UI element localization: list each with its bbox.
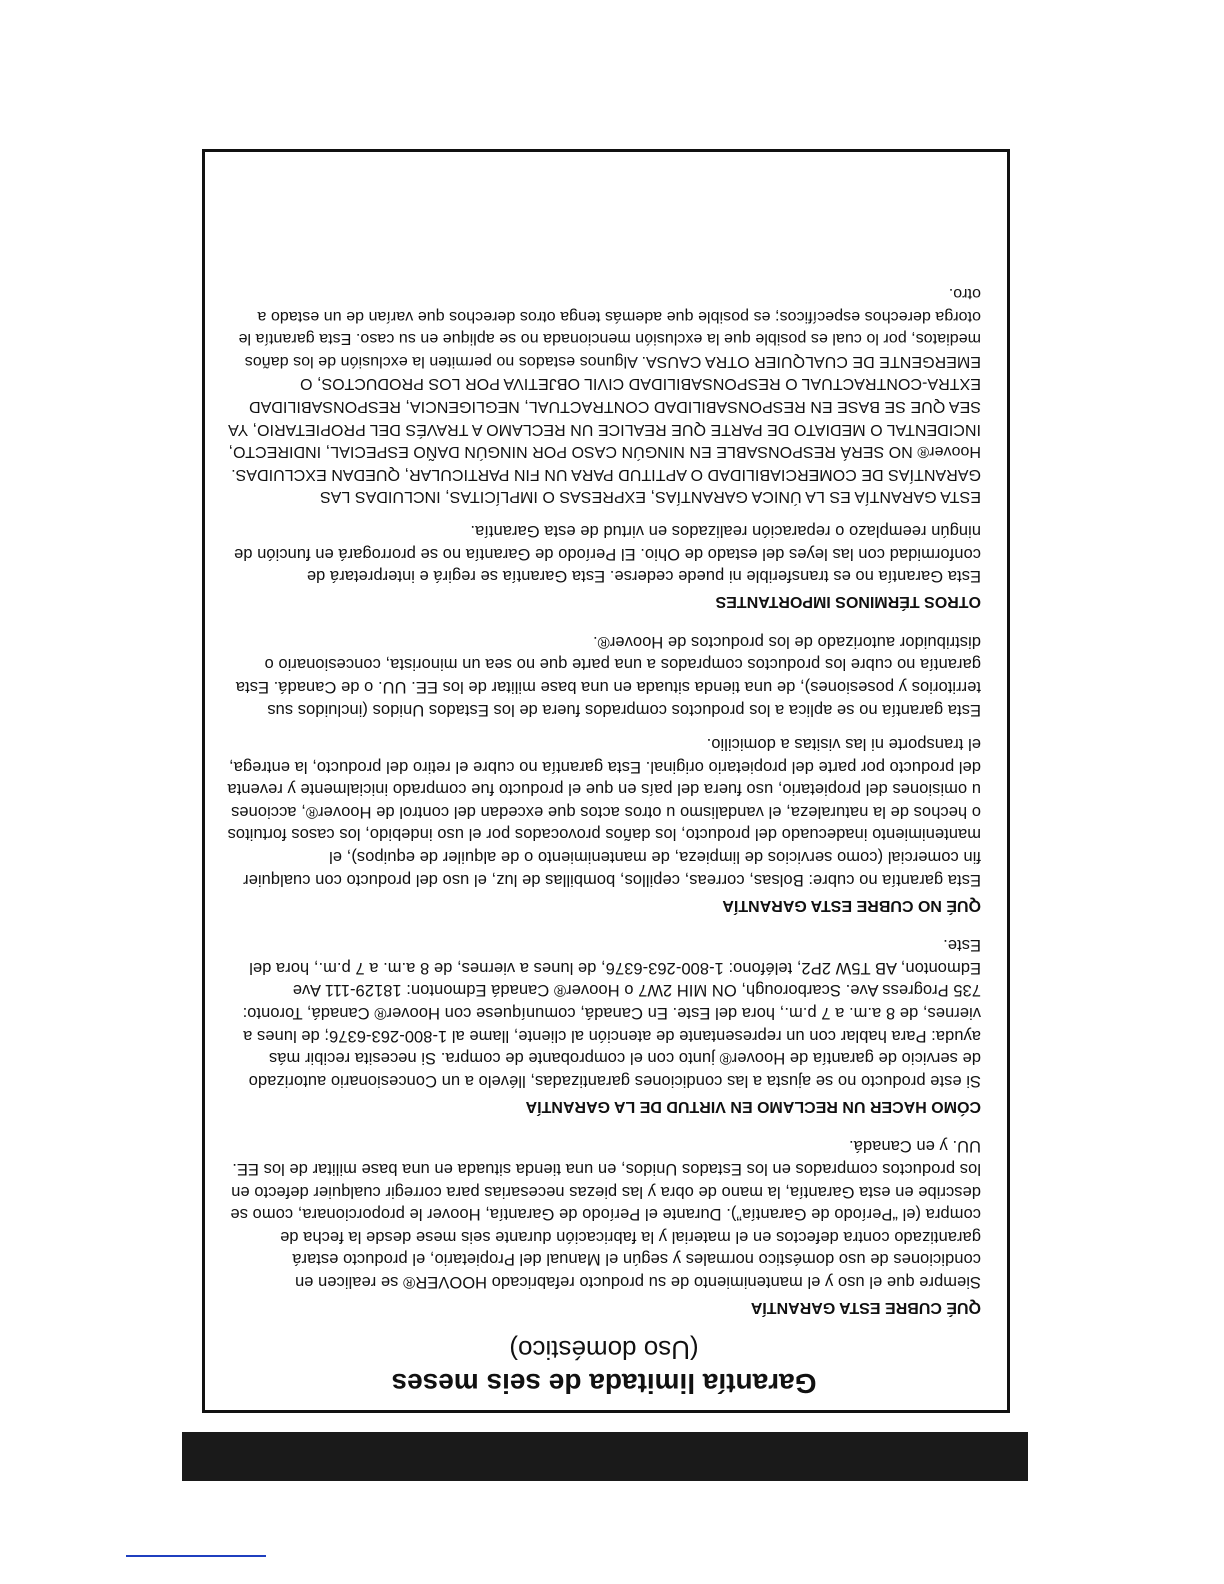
covers-heading: QUÉ CUBRE ESTA GARANTÍA bbox=[750, 1299, 981, 1316]
not-covered-text-2: Esta garantía no se aplica a los productos comprados fuera de los Estados Unidos (incluidos sus territorios y posesiones), de una tienda situada en una base militar de los EE. UU. o de Canadá. Esta garantía no cubre los productos comprados a una parte que no sea un minorista, concesionario o distribuidor autorizado de los productos de Hoover®. bbox=[235, 632, 981, 719]
covers-text: Siempre que el uso y el mantenimiento de su producto refabricado HOOVER® se realicen en condiciones de uso doméstico normales y según el Manual del Propietario, el producto estará garantizado contra defectos en el material y la fabricación durante seis mese desde la fecha de compra (el “Período de Garantía”). Durante el Período de Garantía, Hoover le proporcionara, como se describe en esta Garantía, la mano de obra y las piezas necesarias para corregir cualquier defecto en los productos comprados en los Estados Unidos, en una tienda situada en una base militar de los EE. UU. y en Canadá. bbox=[230, 1137, 981, 1291]
other-terms-text-1: Esta Garantía no es transferible ni puede cederse. Esta Garantía se regirá e interpretará de conformidad con las leyes del estado de Ohio. El Período de Garantía no se prorrogará en función de ningún reemplazo o reparación realizados en virtud de esta Garantía. bbox=[234, 521, 981, 586]
claim-text: Si este producto no se ajusta a las condiciones garantizadas, llévelo a un Concesionario autorizado de servicio de garantía de Hoover® junto con el comprobante de compra. Si necesita recibir más ayuda: Para hablar con un representante de atención al cliente, llame al 1-800-263-6376; de lunes a viernes, de 8 a.m. a 7 p.m., hora del Este. En Canadá, comuníquese con Hoover® Canadá, Toronto: 735 Progress Ave. Scarborough, ON MIH 2W7 o Hoover® Canadá Edmonton: 18129-111 Ave Edmonton, AB T5W 2P2, teléfono: 1-800-263-6376, de lunes a viernes, de 8 a.m. a 7 p.m., hora del Este. bbox=[242, 936, 981, 1090]
not-covered-heading: QUÉ NO CUBRE ESTA GARANTÍA bbox=[722, 896, 981, 914]
not-covered-text-1: Esta garantía no cubre: Bolsas, correas, cepillos, bombillas de luz, el uso del producto con cualquier fin comercial (como servicios de limpieza, de mantenimiento o de alquiler de equipos), el mantenimiento inadecuado del producto, los daños provocados por el uso indebido, los casos fortuitos o hechos de la naturaleza, el vandalismo u otros actos que excedan del control de Hoover®, acciones u omisiones del propietario, uso fuera del país en que el producto fue comprado inicialmente y reventa del producto por parte del propietario original. Esta garantía no cubre el retiro del producto, la entrega, el transporte ni las visitas a domicilio. bbox=[227, 735, 981, 889]
header-black-bar bbox=[182, 1432, 1028, 1481]
warranty-title: Garantía limitada de seis meses bbox=[391, 1368, 817, 1399]
claim-heading: CÓMO HACER UN RECLAMO EN VIRTUD DE LA GARANTÍA bbox=[525, 1097, 981, 1115]
other-terms-text-2: ESTA GARANTÍA ES LA ÚNICA GARANTÍAS, EXPRESAS O IMPLÍCITAS, INCLUIDAS LAS GARANTÍAS DE COMERCIABILIDAD O APTITUD PARA UN FIN PARTICULAR, QUEDAN EXCLUIDAS. Hoover® NO SERÁ RESPONSABLE EN NINGÚN CASO POR NINGÚN DAÑO ESPECIAL, INDIRECTO, INCIDENTAL O MEDIATO DE PARTE QUE REALICE UN RECLAMO A TRAVÉS DEL PROPIETARIO, YA SEA QUE SE BASE EN RESPONSABILIDAD CONTRACTUAL, NEGLIGENCIA, RESPONSABILIDAD EXTRA-CONTRACTUAL O RESPONSABILIDAD CIVIL OBJETIVA POR LOS PRODUCTOS, O EMERGENTE DE CUALQUIER OTRA CAUSA. Algunos estados no permiten la exclusión de los daños mediatos, por lo cual es posible que la exclusión mencionada no se aplique en su caso. Esta garantía le otorga derechos específicos; es posible que además tenga otros derechos que varían de un estado a otro. bbox=[228, 285, 981, 506]
warranty-subtitle: (Uso doméstico) bbox=[509, 1335, 699, 1365]
other-terms-heading: OTROS TÉRMINOS IMPORTANTES bbox=[715, 593, 981, 611]
link-underline-rule bbox=[126, 1555, 266, 1557]
warranty-box bbox=[202, 149, 1010, 1413]
